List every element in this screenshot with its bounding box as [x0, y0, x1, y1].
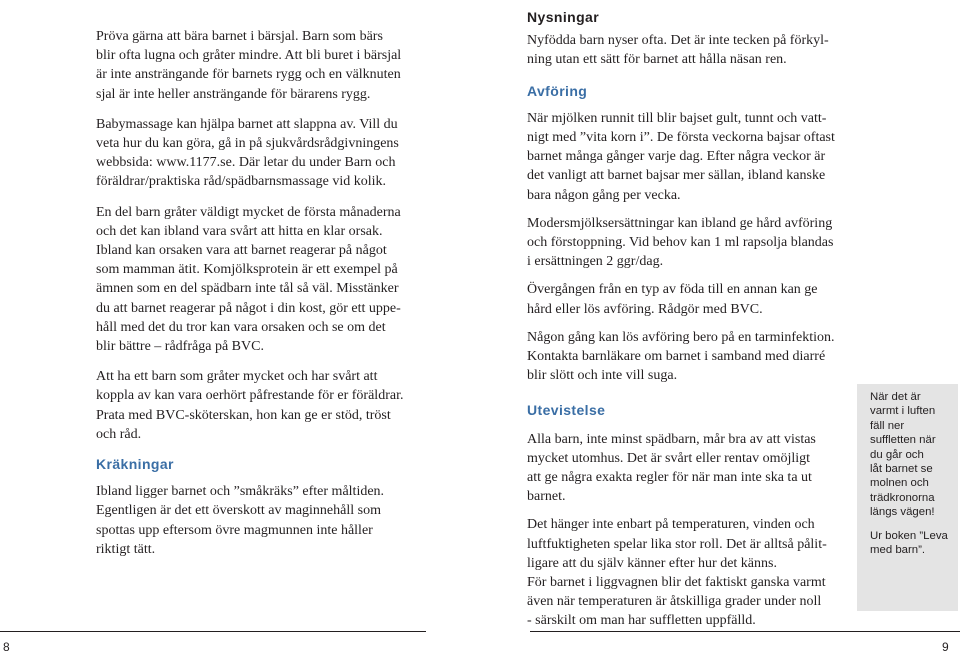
text-line: blir ofta lugna och gråter mindre. Att bli buret i bärsjal — [96, 48, 402, 64]
tip-text — [870, 390, 950, 520]
text-line: koppla av kan vara oerhört påfrestande för er föräldrar. — [96, 388, 404, 404]
text-line: och det kan ibland vara svårt att hitta en klar orsak. — [96, 223, 383, 239]
text-line: Alla barn, inte minst spädbarn, mår bra av att vistas — [527, 431, 816, 447]
text-line: med barn”. — [870, 544, 926, 557]
text-line: barnet. — [527, 489, 566, 505]
text-line: Ibland ligger barnet och ”småkräks” efter måltiden. — [96, 484, 385, 500]
text-line: som mamman ätit. Komjölksprotein är ett exempel på — [96, 262, 398, 278]
text-line: bara någon gång per vecka. — [527, 187, 681, 203]
text-line: webbsida: www.1177.se. Där letar du under Barn och — [96, 155, 396, 171]
text-line: även när temperaturen är åtskilliga grader under noll — [527, 594, 822, 610]
text-line: - särskilt om man har suffletten uppfälld. — [527, 613, 756, 629]
text-line: mycket utomhus. Det är svårt eller rentav omöjligt — [527, 450, 811, 466]
text-line: håll med det du tror kan vara orsaken och se om det — [96, 319, 386, 335]
text-line: Övergången från en typ av föda till en annan kan ge — [527, 282, 818, 298]
paragraph-krakningar — [96, 482, 430, 559]
text-line: blir bättre – rådfråga på BVC. — [96, 339, 264, 355]
text-line: En del barn gråter väldigt mycket de första månaderna — [96, 204, 401, 220]
paragraph-overgang — [527, 280, 837, 318]
text-line: riktigt tätt. — [96, 541, 156, 557]
text-line: sjal är inte heller ansträngande för bärarens rygg. — [96, 86, 371, 102]
text-line: fäll ner — [870, 419, 905, 432]
heading-avforing: Avföring — [527, 82, 588, 99]
text-line: varmt i luften — [870, 405, 936, 418]
text-line: molnen och — [870, 477, 929, 490]
text-line: är inte ansträngande för barnets rygg och en välknuten — [96, 67, 401, 83]
text-line: Nyfödda barn nyser ofta. Det är inte tecken på förkyl- — [527, 33, 829, 49]
text-line: ligare att du själv känner efter hur det känns. — [527, 555, 777, 571]
text-line: blir slött och inte vill suga. — [527, 368, 678, 384]
paragraph-ersattning — [527, 214, 837, 272]
paragraph-barsjal — [96, 27, 430, 104]
text-line: och råd. — [96, 426, 142, 442]
text-line: veta hur du kan göra, gå in på sjukvårdsrådgivningens — [96, 136, 399, 152]
text-line: Modersmjölksersättningar kan ibland ge hård avföring — [527, 215, 833, 231]
footer-rule-left — [0, 631, 426, 632]
text-line: För barnet i liggvagnen blir det faktiskt ganska varmt — [527, 575, 826, 591]
paragraph-tarminfektion — [527, 328, 837, 386]
text-line: Babymassage kan hjälpa barnet att slappna av. Vill du — [96, 116, 398, 132]
text-line: När det är — [870, 391, 921, 403]
footer-rule-right — [530, 631, 960, 632]
text-line: Kontakta barnläkare om barnet i samband med diarré — [527, 349, 826, 365]
text-line: det vanligt att barnet bajsar mer sällan, ibland kanske — [527, 168, 826, 184]
text-line: ämnen som en del spädbarn inte tål så väl. Misstänker — [96, 281, 399, 297]
text-line: Att ha ett barn som gråter mycket och har svårt att — [96, 369, 378, 385]
text-line: nigt med ”vita korn i”. De första veckorna bajsar oftast — [527, 130, 835, 146]
left-column — [96, 27, 430, 559]
text-line: ning utan ett sätt för barnet att hålla näsan ren. — [527, 52, 787, 68]
paragraph-bajs — [527, 109, 837, 205]
paragraph-nysningar — [527, 31, 837, 69]
page-number-right: 9 — [942, 640, 949, 654]
right-column — [527, 8, 837, 631]
text-line: i ersättningen 2 ggr/dag. — [527, 254, 664, 270]
text-line: Ibland kan orsaken vara att barnet reagerar på något — [96, 243, 387, 259]
tip-source — [870, 529, 950, 558]
text-line: Pröva gärna att bära barnet i bärsjal. Barn som bärs — [96, 29, 383, 44]
text-line: Prata med BVC-sköterskan, hon kan ge er stöd, tröst — [96, 407, 391, 423]
text-line: När mjölken runnit till blir bajset gult, tunnt och vatt- — [527, 110, 827, 126]
text-line: du att barnet reagerar på något i din kost, gör ett uppe- — [96, 300, 401, 316]
text-line: Egentligen är det ett överskott av maginnehåll som — [96, 503, 381, 519]
text-line: Det hänger inte enbart på temperaturen, vinden och — [527, 517, 815, 533]
text-line: suffletten när — [870, 434, 936, 447]
heading-utevistelse: Utevistelse — [527, 402, 606, 419]
text-line: barnet många gånger varje dag. Efter några veckor är — [527, 149, 826, 165]
heading-nysningar: Nysningar — [527, 9, 600, 25]
paragraph-temperatur — [527, 515, 837, 630]
text-line: spottas upp eftersom övre magmunnen inte håller — [96, 522, 373, 538]
text-line: att ge några exakta regler för när man inte ska ta ut — [527, 470, 812, 486]
paragraph-grater-mycket — [96, 203, 430, 357]
text-line: trädkronorna — [870, 491, 935, 504]
paragraph-utomhus — [527, 430, 837, 507]
tip-sidebox — [857, 384, 958, 611]
page-number-left: 8 — [3, 640, 10, 654]
paragraph-babymassage — [96, 115, 430, 192]
text-line: du går och — [870, 448, 924, 461]
text-line: Någon gång kan lös avföring bero på en tarminfektion. — [527, 329, 835, 345]
text-line: längs vägen! — [870, 506, 935, 519]
text-line: låt barnet se — [870, 463, 933, 476]
text-line: Ur boken ”Leva — [870, 529, 948, 542]
text-line: föräldrar/praktiska råd/spädbarnsmassage vid kolik. — [96, 174, 387, 190]
text-line: luftfuktigheten spelar lika stor roll. Det är alltså pålit- — [527, 536, 827, 552]
text-line: och förstoppning. Vid behov kan 1 ml rapsolja blandas — [527, 235, 834, 251]
heading-krakningar: Kräkningar — [96, 456, 174, 473]
paragraph-stod — [96, 367, 430, 444]
text-line: hård eller lös avföring. Rådgör med BVC. — [527, 301, 763, 317]
